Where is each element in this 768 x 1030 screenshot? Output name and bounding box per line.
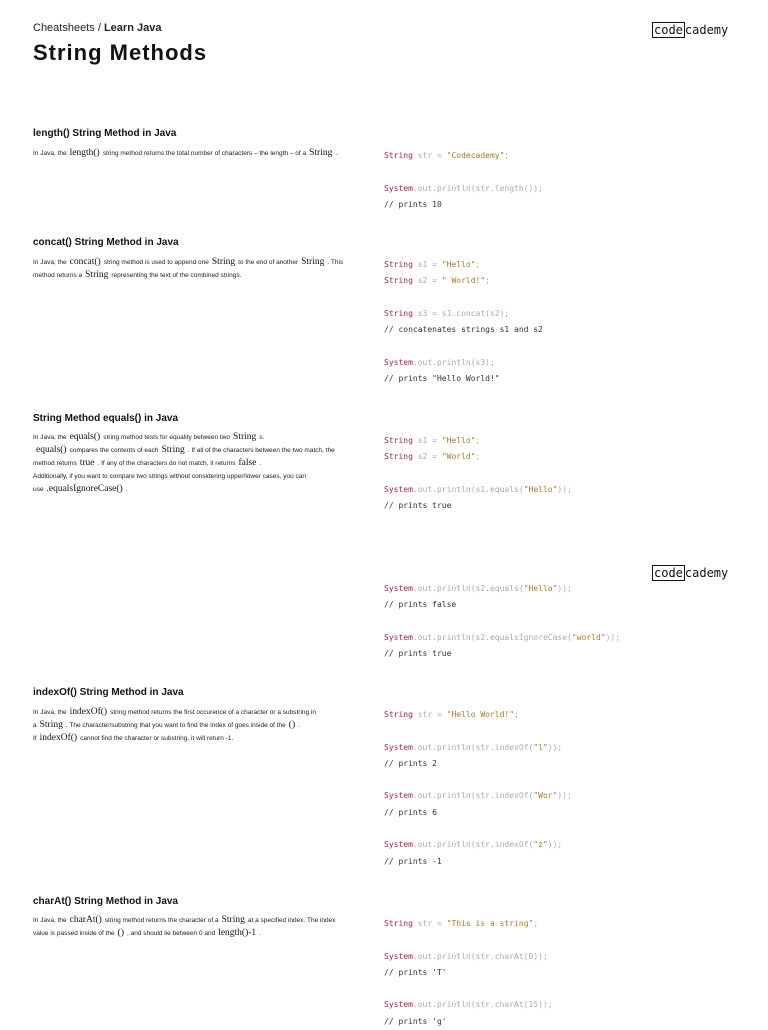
section-desc-indexof: In Java, the indexOf() string method returns the first occurence of a character or a substring in a String . The character/substring that you want to find the index of goes inside of the () . If indexOf() cannot find the character or substring, it will return -1.	[33, 707, 317, 743]
section-title-concat: concat() String Method in Java	[33, 237, 179, 248]
inline-code: String	[161, 445, 185, 455]
logo-text: cademy	[684, 23, 729, 37]
inline-code: concat()	[69, 257, 101, 267]
codecademy-logo-repeat	[652, 566, 728, 580]
breadcrumb-root-link[interactable]: Cheatsheets	[33, 22, 95, 34]
section-title-equals: String Method equals() in Java	[33, 413, 179, 424]
section-title-indexof: indexOf() String Method in Java	[33, 687, 184, 698]
inline-code: length()-1	[218, 928, 257, 938]
breadcrumb-separator: /	[97, 22, 101, 34]
inline-code: indexOf()	[69, 707, 108, 717]
inline-code: ()	[288, 720, 296, 730]
code-block-indexof: String str = "Hello World!"; System.out.println(str.indexOf("l")); // prints 2 System.out.println(str.indexOf("Wor")); // prints 6 System.out.println(str.indexOf("z")); // prints -1	[384, 710, 572, 866]
inline-code: String	[301, 257, 325, 267]
section-desc-equals: In Java, the equals() string method tests for equality between two String s. equals() compares the contents of each String . If all of the characters between the two match, the method returns true . If any of the characters do not match, it returns false . Additionally, if you want to compare two strings without considering upper/lower cases, you can use .equalsIgnoreCase() .	[33, 432, 335, 494]
section-title-charat: charAt() String Method in Java	[33, 896, 179, 907]
code-block-charat: String str = "This is a string"; System.out.println(str.charAt(0)); // prints 'T' System.out.println(str.charAt(15)); // prints 'g'	[384, 919, 553, 1026]
inline-code: String	[309, 148, 333, 158]
inline-code: true	[79, 458, 95, 468]
code-block-equals-2: System.out.println(s2.equals("Hello")); // prints false System.out.println(s2.equalsIgnoreCase("world")); // prints true	[384, 584, 621, 659]
logo-box: code	[654, 566, 683, 580]
logo-text: cademy	[684, 566, 729, 580]
inline-code: false	[238, 458, 257, 468]
inline-code: .equalsIgnoreCase()	[46, 484, 123, 494]
inline-code: charAt()	[69, 915, 102, 925]
inline-code: String	[211, 257, 236, 267]
inline-code: length()	[69, 148, 100, 158]
section-desc-concat: In Java, the concat() string method is used to append one String to the end of another String . This method returns a String representing the text of the combined strings.	[33, 257, 344, 280]
inline-code: indexOf()	[39, 733, 78, 743]
code-block-concat: String s1 = "Hello"; String s2 = " World!"; String s3 = s1.concat(s2); // concatenates strings s1 and s2 System.out.println(s3); // prints "Hello World!"	[384, 260, 543, 384]
page-title: String Methods	[33, 40, 208, 65]
inline-code: equals()	[69, 432, 101, 442]
section-desc-length: In Java, the length() string method returns the total number of characters – the length – of a String .	[33, 148, 338, 158]
inline-code: ()	[117, 928, 124, 938]
section-title-length: length() String Method in Java	[33, 128, 177, 139]
breadcrumb	[33, 22, 161, 34]
inline-code: String	[233, 432, 257, 442]
code-block-equals-1: String s1 = "Hello"; String s2 = "World"; System.out.println(s1.equals("Hello")); // prints true	[384, 436, 572, 511]
inline-code: String	[221, 915, 245, 925]
inline-code: String	[85, 270, 109, 280]
logo-box: code	[654, 23, 683, 37]
breadcrumb-current[interactable]: Learn Java	[103, 22, 162, 34]
code-block-length: String str = "Codecademy"; System.out.println(str.length()); // prints 10	[384, 151, 543, 209]
inline-code: String	[39, 720, 63, 730]
inline-code: equals()	[36, 445, 67, 455]
section-desc-charat: In Java, the charAt() string method returns the character of a String at a specified index. The index value is passed inside of the () , and should lie between 0 and length()-1 .	[33, 915, 336, 938]
codecademy-logo[interactable]	[652, 23, 728, 37]
